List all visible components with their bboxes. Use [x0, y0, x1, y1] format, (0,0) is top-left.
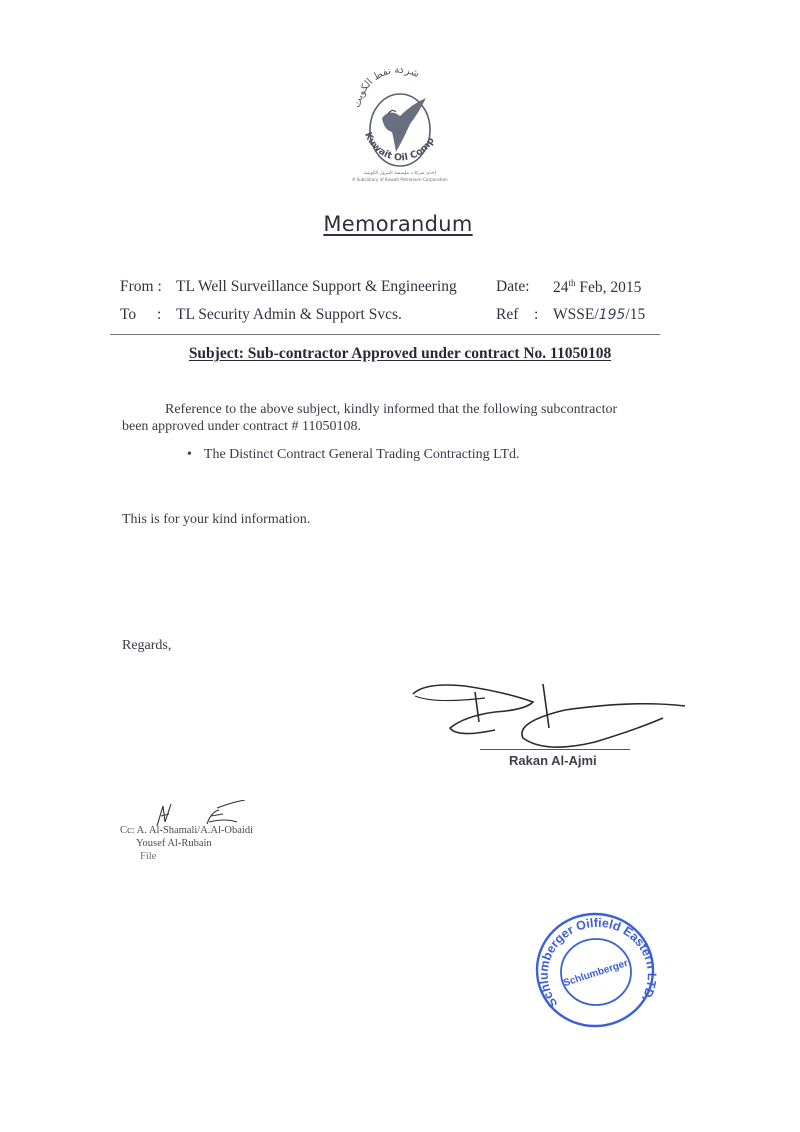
from-value: TL Well Surveillance Support & Engineering	[176, 278, 457, 295]
date-rest: Feb, 2015	[575, 279, 642, 297]
signature-line	[480, 749, 630, 750]
company-stamp	[530, 908, 660, 1032]
to-colon: :	[157, 306, 162, 323]
memo-title: Memorandum	[323, 212, 473, 236]
subject-line: Subject: Sub-contractor Approved under contract No. 11050108	[188, 345, 612, 362]
bullet-item: The Distinct Contract General Trading Contracting LTd.	[203, 447, 520, 462]
body-paragraph-line2: been approved under contract # 11050108.	[122, 419, 361, 434]
regards: Regards,	[122, 638, 172, 653]
to-value: TL Security Admin & Support Svcs.	[176, 306, 402, 323]
cc-line3: File	[140, 851, 157, 862]
ref-suffix: /15	[625, 306, 646, 323]
header-divider	[110, 334, 660, 335]
logo-english-name: Kuwait Oil Comp	[362, 130, 437, 164]
bullet-icon: •	[187, 447, 192, 462]
signatory-name: Rakan Al-Ajmi	[509, 753, 597, 768]
signature-scribble	[395, 672, 695, 752]
date-suffix: th	[568, 278, 576, 288]
to-label: To	[120, 306, 137, 323]
closing-note: This is for your kind information.	[122, 512, 311, 527]
date-label: Date:	[496, 278, 530, 295]
from-label: From :	[120, 278, 162, 295]
stamp-seal-icon	[530, 908, 660, 1032]
logo-arabic-name: شركة نفط الكويت	[351, 68, 421, 109]
body-paragraph-line1: Reference to the above subject, kindly informed that the following subcontractor	[165, 402, 618, 417]
bullet-list	[187, 447, 520, 463]
ref-colon: :	[534, 306, 539, 323]
falcon-emblem-icon	[330, 68, 470, 186]
ref-prefix: WSSE/	[553, 306, 599, 323]
cc-line1: Cc: A. Al-Shamali/A.Al-Obaidi	[120, 825, 253, 836]
date-value	[553, 278, 641, 297]
ref-handwritten-number: 195	[598, 307, 626, 323]
stamp-inner-text: Schlumberger	[562, 957, 630, 990]
date-day: 24	[553, 279, 569, 297]
cc-line2: Yousef Al-Rubain	[136, 838, 212, 849]
ref-value	[553, 306, 645, 324]
ref-label: Ref	[496, 306, 519, 323]
stamp-outer-text: Schlumberger Oilfield Eastern LTD.	[536, 915, 659, 1011]
company-logo	[330, 68, 470, 186]
logo-caption-arabic: إحدى شركات مؤسسة البترول الكويتية	[364, 171, 436, 176]
logo-caption: A Subsidiary of Kuwait Petroleum Corporation	[352, 177, 448, 182]
